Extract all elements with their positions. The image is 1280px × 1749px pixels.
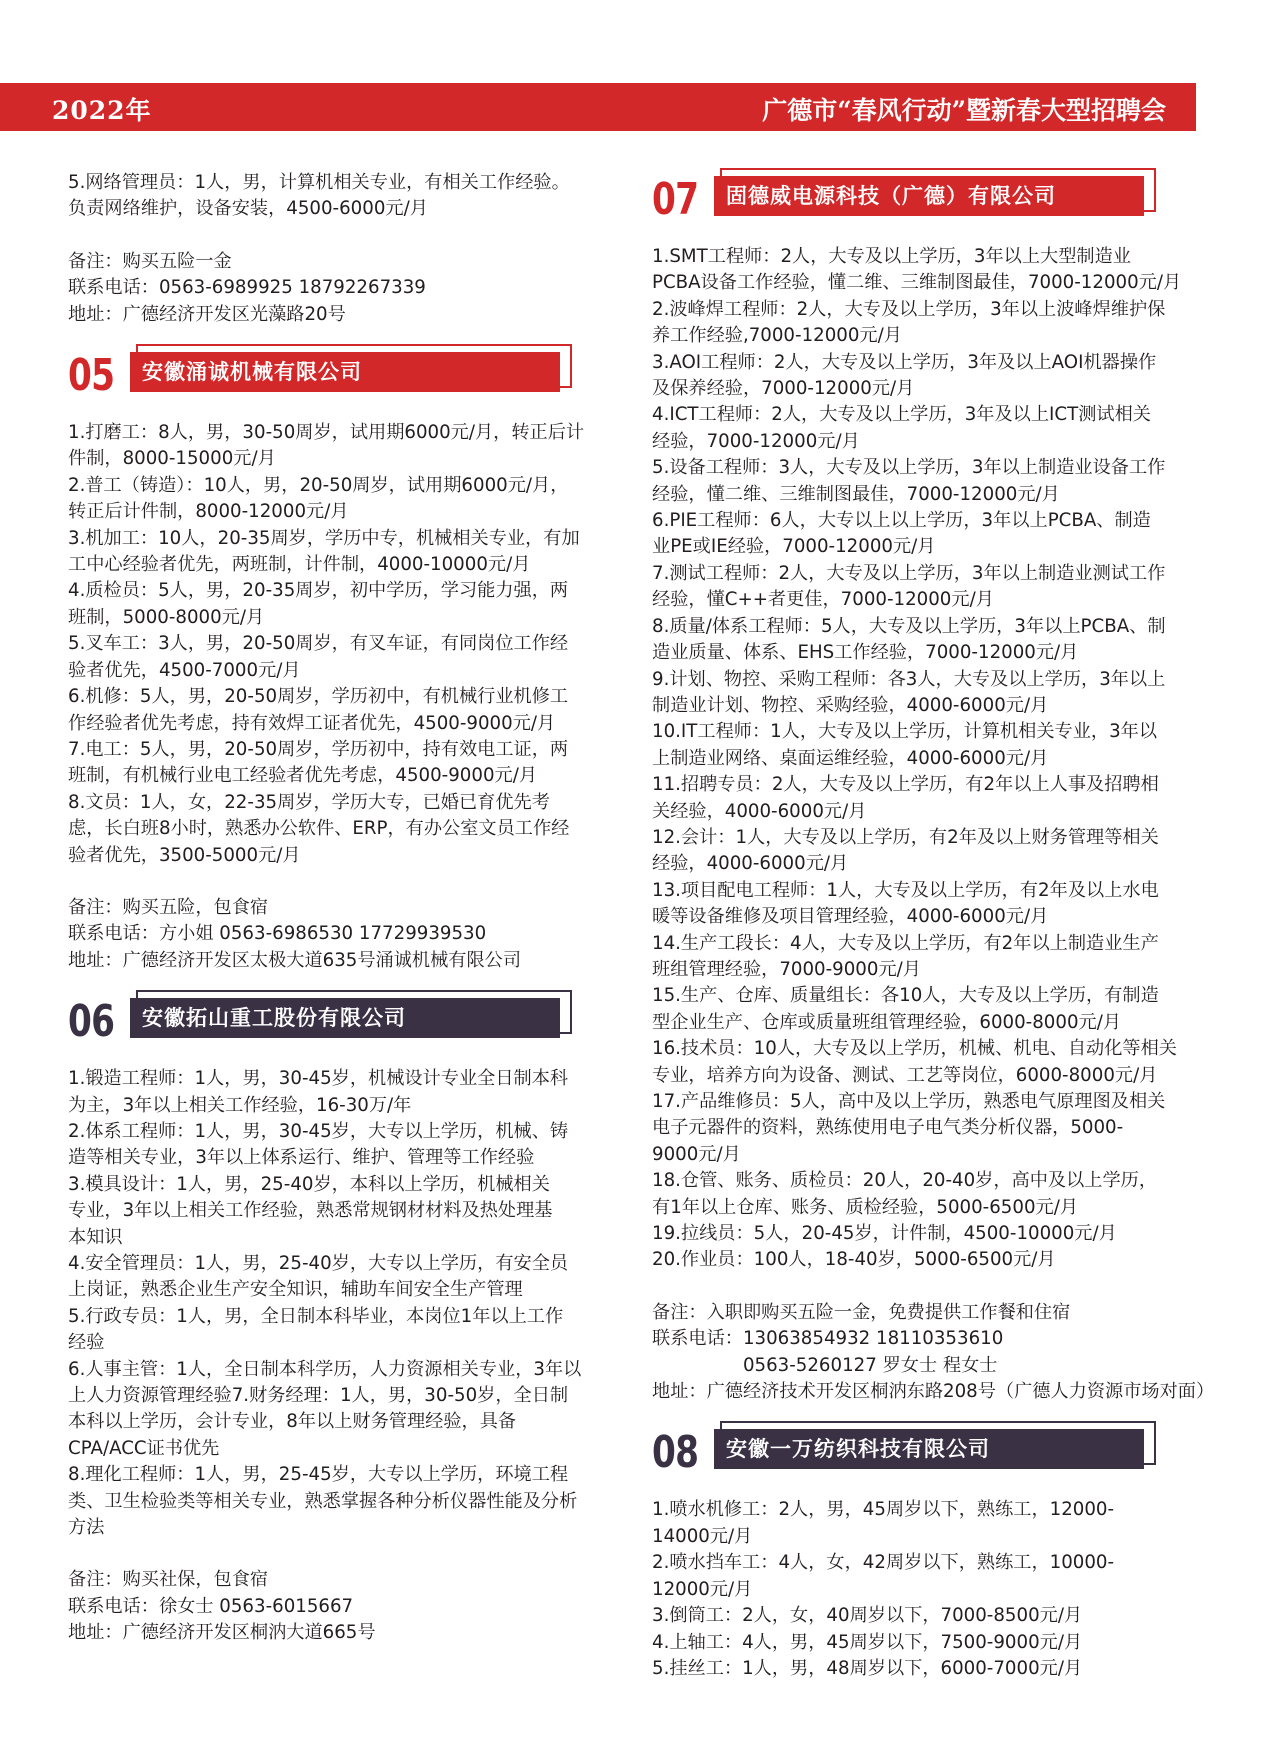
text-line: 17.产品维修员：5人，高中及以上学历，熟悉电气原理图及相关 [652,1091,1166,1112]
text-line: 18.仓管、账务、质检员：20人，20-40岁，高中及以上学历， [652,1170,1158,1192]
text-line: 9.计划、物控、采购工程师：各3人，大专及以上学历，3年以上 [652,668,1166,690]
job-list-07 [652,244,1196,1274]
text-line: 13.项目配电工程师：1人，大专及以上学历，有2年及以上水电 [652,879,1159,901]
contact-06 [68,1567,613,1646]
text-line: 2.喷水挡车工：4人，女，42周岁以下，熟练工，10000- [652,1552,1115,1574]
text-line: 联系电话：徐女士 0563-6015667 [68,1595,354,1617]
company-header-06 [68,998,613,1052]
text-line: 型企业生产、仓库或质量班组管理经验，6000-8000元/月 [652,1011,1122,1033]
text-line: 养工作经验,7000-12000元/月 [652,325,902,347]
company-number: 05 [68,350,115,402]
text-line: 备注：购买五险，包食宿 [68,896,269,918]
text-line: 验者优先，4500-7000元/月 [68,659,301,681]
previous-company-tail [68,170,613,223]
text-line: 班组管理经验，7000-9000元/月 [652,958,921,980]
text-line: 上制造业网络、桌面运维经验，4000-6000元/月 [652,747,1049,769]
text-line: 6.机修：5人，男，20-50周岁，学历初中，有机械行业机修工 [68,686,569,708]
text-line: 12.会计：1人，大专及以上学历，有2年及以上财务管理等相关 [652,826,1159,848]
left-column [68,170,613,1647]
text-line: 7.电工：5人，男，20-50周岁，学历初中，持有效电工证，两 [68,738,569,760]
company-header-05 [68,352,613,406]
text-line: 备注：购买五险一金 [68,250,232,272]
text-line: 经验 [68,1332,105,1354]
text-line: 备注：购买社保，包食宿 [68,1569,269,1591]
text-line: 件制，8000-15000元/月 [68,448,276,470]
company-number: 07 [652,174,699,225]
company-name: 固德威电源科技（广德）有限公司 [714,176,1144,216]
company-number: 06 [68,996,115,1048]
text-line: 班制，5000-8000元/月 [68,606,265,628]
text-line: 5.挂丝工：1人，男，48周岁以下，6000-7000元/月 [652,1657,1083,1679]
text-line: 3.模具设计：1人，男，25-40岁，本科以上学历，机械相关 [68,1173,550,1195]
text-line: 2.体系工程师：1人，男，30-45岁，大专以上学历，机械、铸 [68,1120,569,1142]
text-line: 0563-5260127 罗女士 程女士 [652,1354,998,1376]
text-line: 3.倒筒工：2人，女，40周岁以下，7000-8500元/月 [652,1605,1083,1627]
header-year: 2022年 [52,96,152,125]
text-line: 6.PIE工程师：6人，大专以上以上学历，3年以上PCBA、制造 [652,510,1151,532]
job-list-06 [68,1066,613,1541]
header-event-title: 广德市“春风行动”暨新春大型招聘会 [762,96,1166,125]
right-column [652,174,1215,1682]
text-line: 8.质量/体系工程师：5人，大专及以上学历，3年以上PCBA、制 [652,615,1166,637]
text-line: 1.打磨工：8人，男，30-50周岁，试用期6000元/月，转正后计 [68,422,585,444]
company-name: 安徽拓山重工股份有限公司 [130,998,560,1038]
previous-company-contact [68,249,613,328]
text-line: 14000元/月 [652,1525,753,1547]
text-line: 地址：广德经济技术开发区桐汭东路208号（广德人力资源市场对面） [652,1381,1215,1403]
text-line: 1.喷水机修工：2人，男，45周岁以下，熟练工，12000- [652,1499,1115,1521]
text-line: 上人力资源管理经验7.财务经理：1人，男，30-50岁，全日制 [68,1385,569,1407]
text-line: 方法 [68,1517,105,1539]
text-line: 9000元/月 [652,1143,741,1165]
text-line: 经验，懂二维、三维制图最佳，7000-12000元/月 [652,483,1060,505]
text-line: 8.理化工程师：1人，男，25-45岁，大专以上学历，环境工程 [68,1464,569,1486]
text-line: 造业质量、体系、EHS工作经验，7000-12000元/月 [652,642,1079,664]
contact-05 [68,895,613,974]
text-line: 为主，3年以上相关工作经验，16-30万/年 [68,1094,412,1116]
text-line: 经验，4000-6000元/月 [652,853,849,875]
text-line: 专业，培养方向为设备、测试、工艺等岗位，6000-8000元/月 [652,1064,1158,1086]
text-line: 联系电话：0563-6989925 18792267339 [68,277,426,299]
text-line: 本知识 [68,1226,123,1248]
text-line: 4.安全管理员：1人，男，25-40岁，大专以上学历，有安全员 [68,1253,569,1274]
text-line: 地址：广德经济开发区桐汭大道665号 [68,1622,376,1644]
text-line: 电子元器件的资料，熟练使用电子电气类分析仪器，5000- [652,1117,1124,1139]
text-line: 15.生产、仓库、质量组长：各10人，大专及以上学历，有制造 [652,985,1159,1007]
text-line: 验者优先，3500-5000元/月 [68,844,301,866]
text-line: 5.网络管理员：1人，男，计算机相关专业，有相关工作经验。 [68,172,570,193]
company-name: 安徽涌诚机械有限公司 [130,352,560,392]
text-line: 联系电话：13063854932 18110353610 [652,1328,1004,1350]
text-line: 8.文员：1人，女，22-35周岁，学历大专，已婚已育优先考 [68,791,550,813]
text-line: 5.设备工程师：3人，大专及以上学历，3年以上制造业设备工作 [652,457,1166,479]
text-line: 20.作业员：100人，18-40岁，5000-6500元/月 [652,1249,1056,1271]
text-line: 3.AOI工程师：2人，大专及以上学历，3年及以上AOI机器操作 [652,351,1157,373]
text-line: 1.锻造工程师：1人，男，30-45岁，机械设计专业全日制本科 [68,1068,569,1090]
text-line: 关经验，4000-6000元/月 [652,800,867,822]
text-line: PCBA设备工作经验，懂二维、三维制图最佳，7000-12000元/月 [652,272,1182,294]
text-line: 2.普工（铸造）：10人，男，20-50周岁，试用期6000元/月， [68,474,569,496]
job-list-08 [652,1497,1196,1682]
text-line: 经验，懂C++者更佳，7000-12000元/月 [652,589,994,611]
company-number: 08 [652,1427,699,1479]
text-line: 转正后计件制，8000-12000元/月 [68,501,349,523]
company-header-08 [652,1429,1196,1483]
text-line: 3.机加工：10人，20-35周岁，学历中专，机械相关专业，有加 [68,527,580,549]
text-line: 专业，3年以上相关工作经验，熟悉常规钢材材料及热处理基 [68,1200,553,1222]
company-header-07 [652,176,1196,230]
text-line: 10.IT工程师：1人，大专及以上学历，计算机相关专业，3年以 [652,721,1158,743]
company-name: 安徽一万纺织科技有限公司 [714,1429,1144,1469]
text-line: 造等相关专业，3年以上体系运行、维护、管理等工作经验 [68,1147,535,1169]
text-line: 7.测试工程师：2人，大专及以上学历，3年以上制造业测试工作 [652,562,1166,584]
text-line: 负责网络维护，设备安装，4500-6000元/月 [68,198,428,220]
text-line: 工中心经验者优先，两班制，计件制，4000-10000元/月 [68,554,531,576]
text-line: 14.生产工段长：4人，大专及以上学历，有2年以上制造业生产 [652,932,1159,954]
text-line: 19.拉线员：5人，20-45岁，计件制，4500-10000元/月 [652,1223,1117,1245]
text-line: 4.上轴工：4人，男，45周岁以下，7500-9000元/月 [652,1631,1083,1653]
text-line: 业PE或IE经验，7000-12000元/月 [652,536,936,558]
text-line: 地址：广德经济开发区太极大道635号涌诚机械有限公司 [68,949,522,971]
text-line: 备注：入职即购买五险一金，免费提供工作餐和住宿 [652,1301,1071,1323]
text-line: 5.行政专员：1人，男，全日制本科毕业，本岗位1年以上工作 [68,1305,564,1327]
text-line: 虑，长白班8小时，熟悉办公软件、ERP，有办公室文员工作经 [68,818,570,840]
text-line: 4.ICT工程师：2人，大专及以上学历，3年及以上ICT测试相关 [652,404,1151,426]
contact-07 [652,1300,1215,1406]
text-line: 2.波峰焊工程师：2人，大专及以上学历，3年以上波峰焊维护保 [652,298,1166,320]
text-line: 6.人事主管：1人，全日制本科学历，人力资源相关专业，3年以 [68,1358,582,1380]
text-line: 及保养经验，7000-12000元/月 [652,378,915,400]
text-line: 上岗证，熟悉企业生产安全知识，辅助车间安全生产管理 [68,1279,523,1301]
text-line: 类、卫生检验类等相关专业，熟悉掌握各种分析仪器性能及分析 [68,1490,578,1512]
text-line: 班制，有机械行业电工经验者优先考虑，4500-9000元/月 [68,765,538,787]
text-line: CPA/ACC证书优先 [68,1437,220,1459]
text-line: 作经验者优先考虑，持有效焊工证者优先，4500-9000元/月 [68,712,556,734]
text-line: 经验，7000-12000元/月 [652,430,860,452]
text-line: 5.叉车工：3人，男，20-50周岁，有叉车证，有同岗位工作经 [68,633,569,655]
text-line: 4.质检员：5人，男，20-35周岁，初中学历，学习能力强，两 [68,580,569,602]
text-line: 联系电话：方小姐 0563-6986530 17729939530 [68,923,487,945]
job-list-05 [68,420,613,869]
text-line: 地址：广德经济开发区光藻路20号 [68,303,346,325]
text-line: 11.招聘专员：2人，大专及以上学历，有2年以上人事及招聘相 [652,774,1159,796]
text-line: 1.SMT工程师：2人，大专及以上学历，3年以上大型制造业 [652,246,1131,267]
text-line: 制造业计划、物控、采购经验，4000-6000元/月 [652,694,1049,716]
header-banner [0,83,1196,131]
text-line: 暖等设备维修及项目管理经验，4000-6000元/月 [652,906,1049,928]
text-line: 有1年以上仓库、账务、质检经验，5000-6500元/月 [652,1196,1079,1218]
text-line: 本科以上学历，会计专业，8年以上财务管理经验，具备 [68,1411,517,1433]
text-line: 16.技术员：10人，大专及以上学历，机械、机电、自动化等相关 [652,1038,1177,1060]
text-line: 12000元/月 [652,1578,753,1600]
